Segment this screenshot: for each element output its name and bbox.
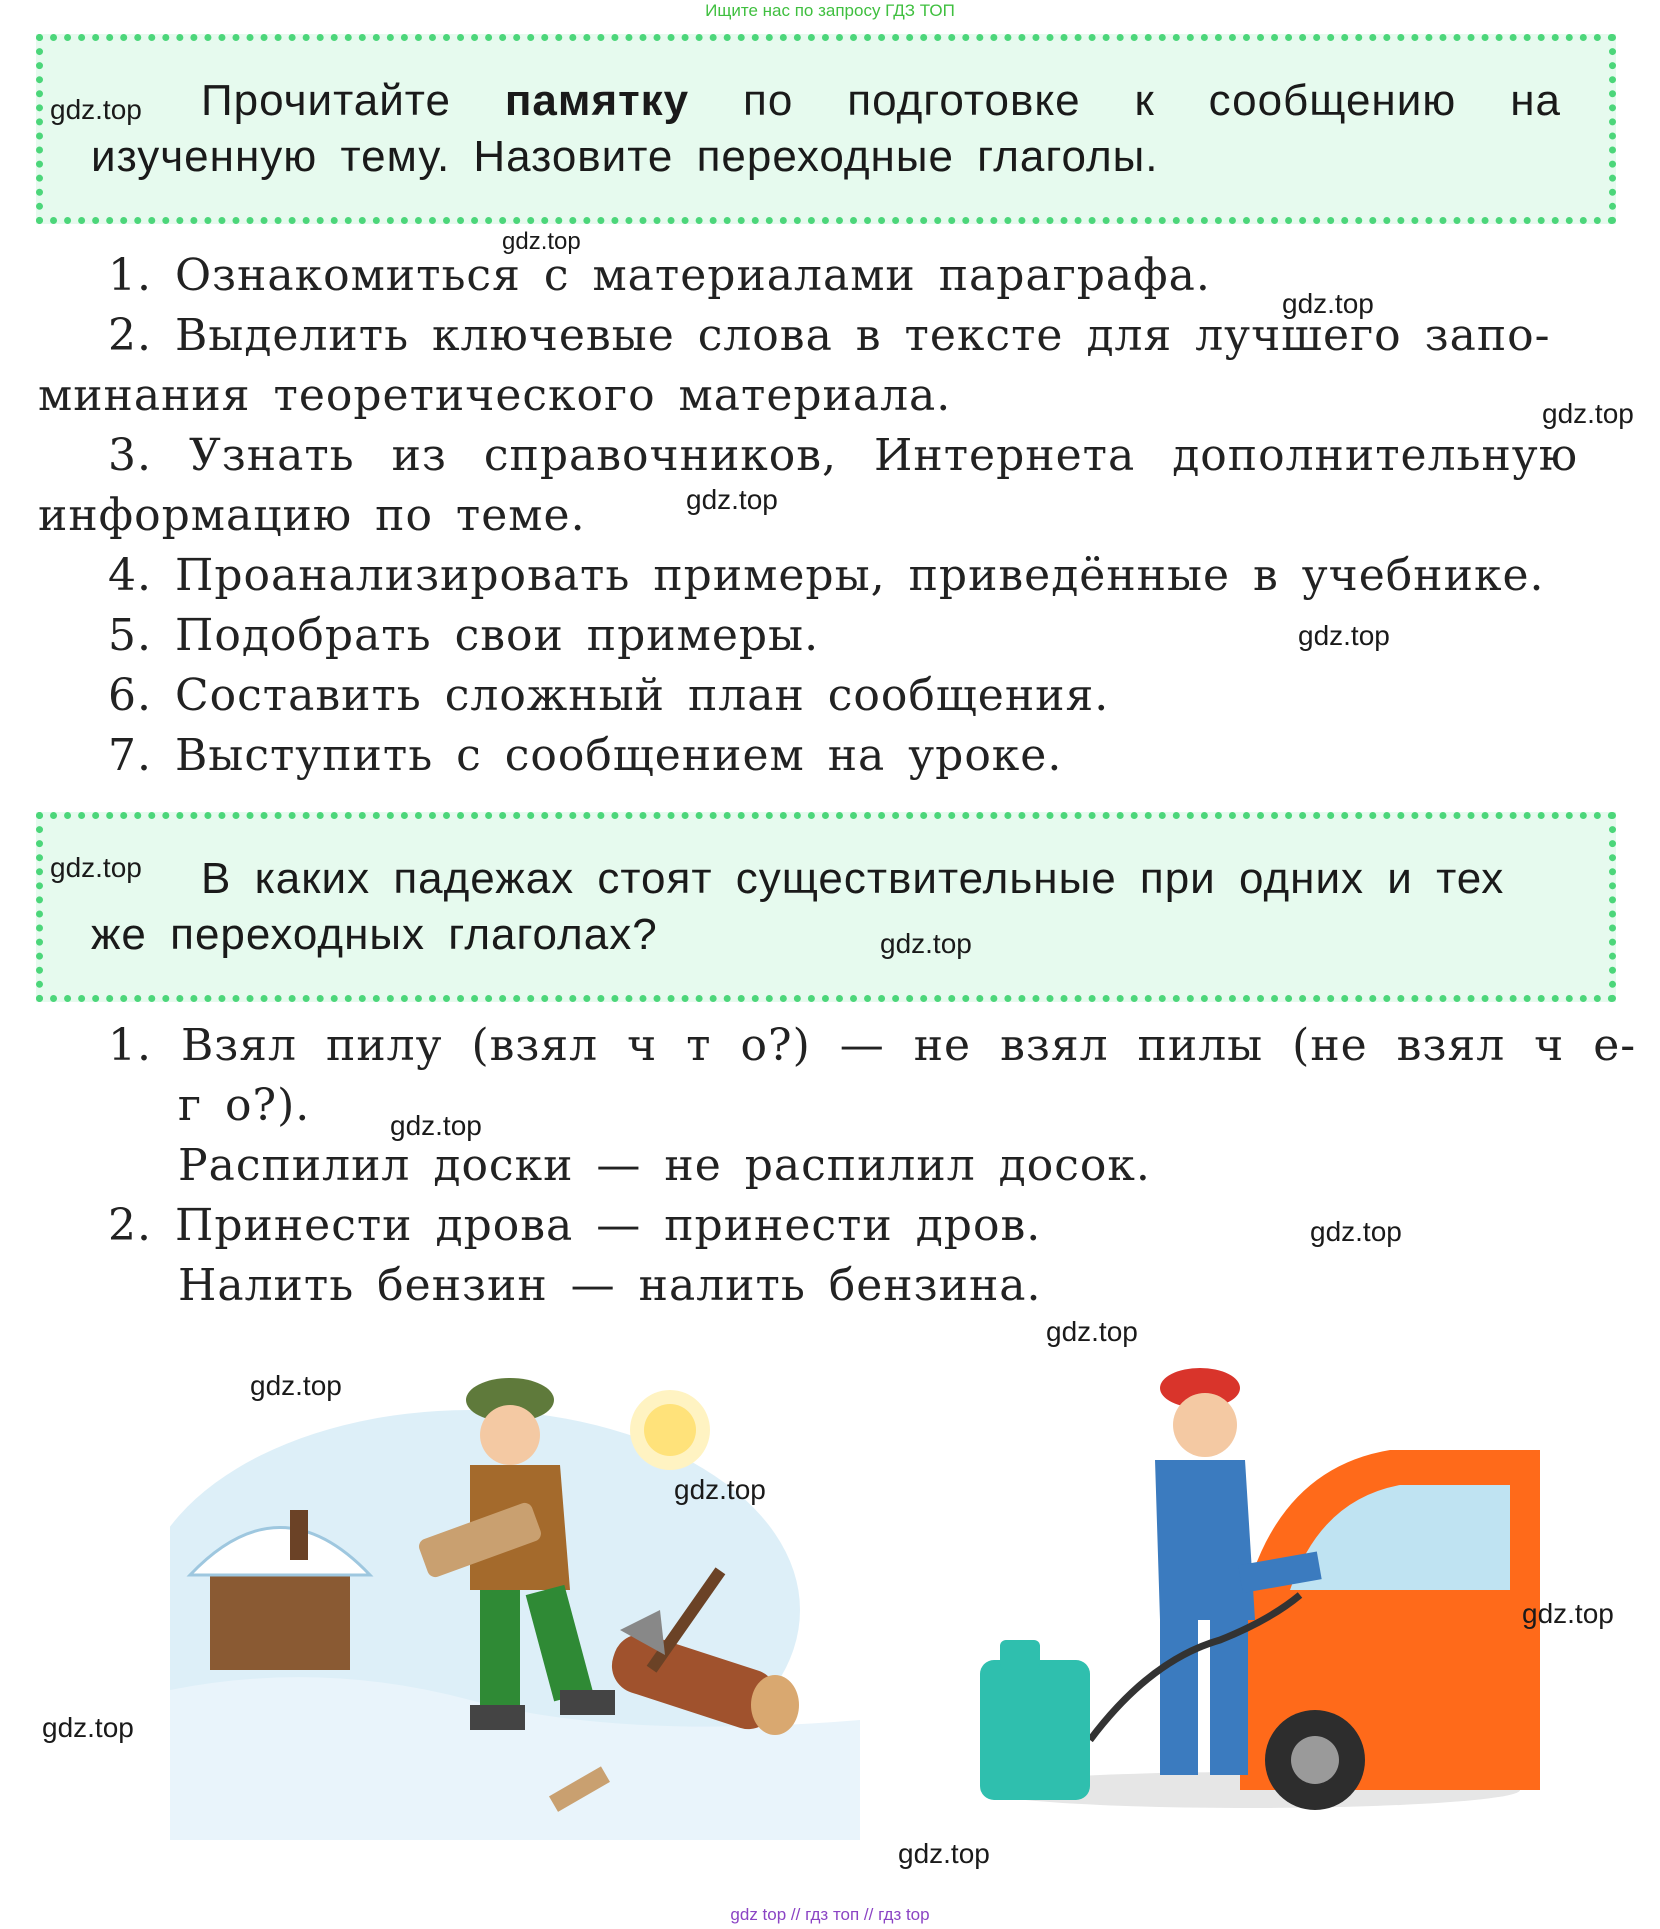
task-1-bold-word: памятку bbox=[504, 76, 690, 125]
watermark: gdz.top bbox=[1310, 1216, 1402, 1247]
watermark: gdz.top bbox=[50, 94, 142, 125]
task-1-post: по подготовке к сообщению на изученную тему. Назовите переходные глаголы. bbox=[91, 76, 1561, 181]
answer-2b: Налить бензин — налить бензина. bbox=[178, 1260, 1042, 1311]
memo-item-2: 2. Выделить ключевые слова в тексте для лучшего запо- bbox=[108, 310, 1551, 361]
task-1-text bbox=[91, 73, 1561, 185]
watermark: gdz.top bbox=[686, 484, 778, 515]
memo-item-3-cont: информацию по теме. bbox=[38, 490, 586, 541]
watermark: gdz.top bbox=[1298, 620, 1390, 651]
top-banner: Ищите нас по запросу ГДЗ ТОП bbox=[705, 1, 955, 20]
watermark: gdz.top bbox=[880, 928, 972, 959]
task-box-2 bbox=[36, 812, 1616, 1002]
refueling-illustration bbox=[970, 1360, 1540, 1810]
task-1-pre: Прочитайте bbox=[201, 76, 505, 125]
answer-1: 1. Взял пилу (взял ч т о?) — не взял пилы (не взял ч е- bbox=[108, 1020, 1637, 1071]
footer-links[interactable]: gdz top // гдз топ // гдз top bbox=[730, 1905, 930, 1924]
watermark: gdz.top bbox=[674, 1474, 766, 1505]
memo-item-5: 5. Подобрать свои примеры. bbox=[108, 610, 820, 661]
watermark: gdz.top bbox=[42, 1712, 134, 1743]
watermark: gdz.top bbox=[250, 1370, 342, 1401]
firewood-illustration bbox=[170, 1360, 870, 1840]
watermark: gdz.top bbox=[502, 228, 581, 255]
watermark: gdz.top bbox=[390, 1110, 482, 1141]
task-box-1 bbox=[36, 34, 1616, 224]
watermark: gdz.top bbox=[1282, 288, 1374, 319]
answer-1b: Распилил доски — не распилил досок. bbox=[178, 1140, 1151, 1191]
memo-item-1: 1. Ознакомиться с материалами параграфа. bbox=[108, 250, 1211, 301]
fuel-canister-icon bbox=[980, 1640, 1090, 1800]
memo-item-7: 7. Выступить с сообщением на уроке. bbox=[108, 730, 1063, 781]
memo-item-3: 3. Узнать из справочников, Интернета дополнительную bbox=[108, 430, 1578, 481]
memo-item-2-cont: минания теоретического материала. bbox=[38, 370, 952, 421]
memo-item-6: 6. Составить сложный план сообщения. bbox=[108, 670, 1110, 721]
orange-car-icon bbox=[1240, 1450, 1540, 1810]
memo-item-4: 4. Проанализировать примеры, приведённые в учебнике. bbox=[108, 550, 1545, 601]
answer-1-cont: г о?). bbox=[178, 1080, 311, 1131]
answer-2: 2. Принести дрова — принести дров. bbox=[108, 1200, 1042, 1251]
watermark: gdz.top bbox=[1522, 1598, 1614, 1629]
watermark: gdz.top bbox=[1542, 398, 1634, 429]
watermark: gdz.top bbox=[1046, 1316, 1138, 1347]
watermark: gdz.top bbox=[898, 1838, 990, 1869]
sun-icon bbox=[630, 1390, 710, 1470]
watermark: gdz.top bbox=[50, 852, 142, 883]
task-2-text: В каких падежах стоят существительные при одних и тех же переходных глаголах? bbox=[91, 854, 1505, 959]
